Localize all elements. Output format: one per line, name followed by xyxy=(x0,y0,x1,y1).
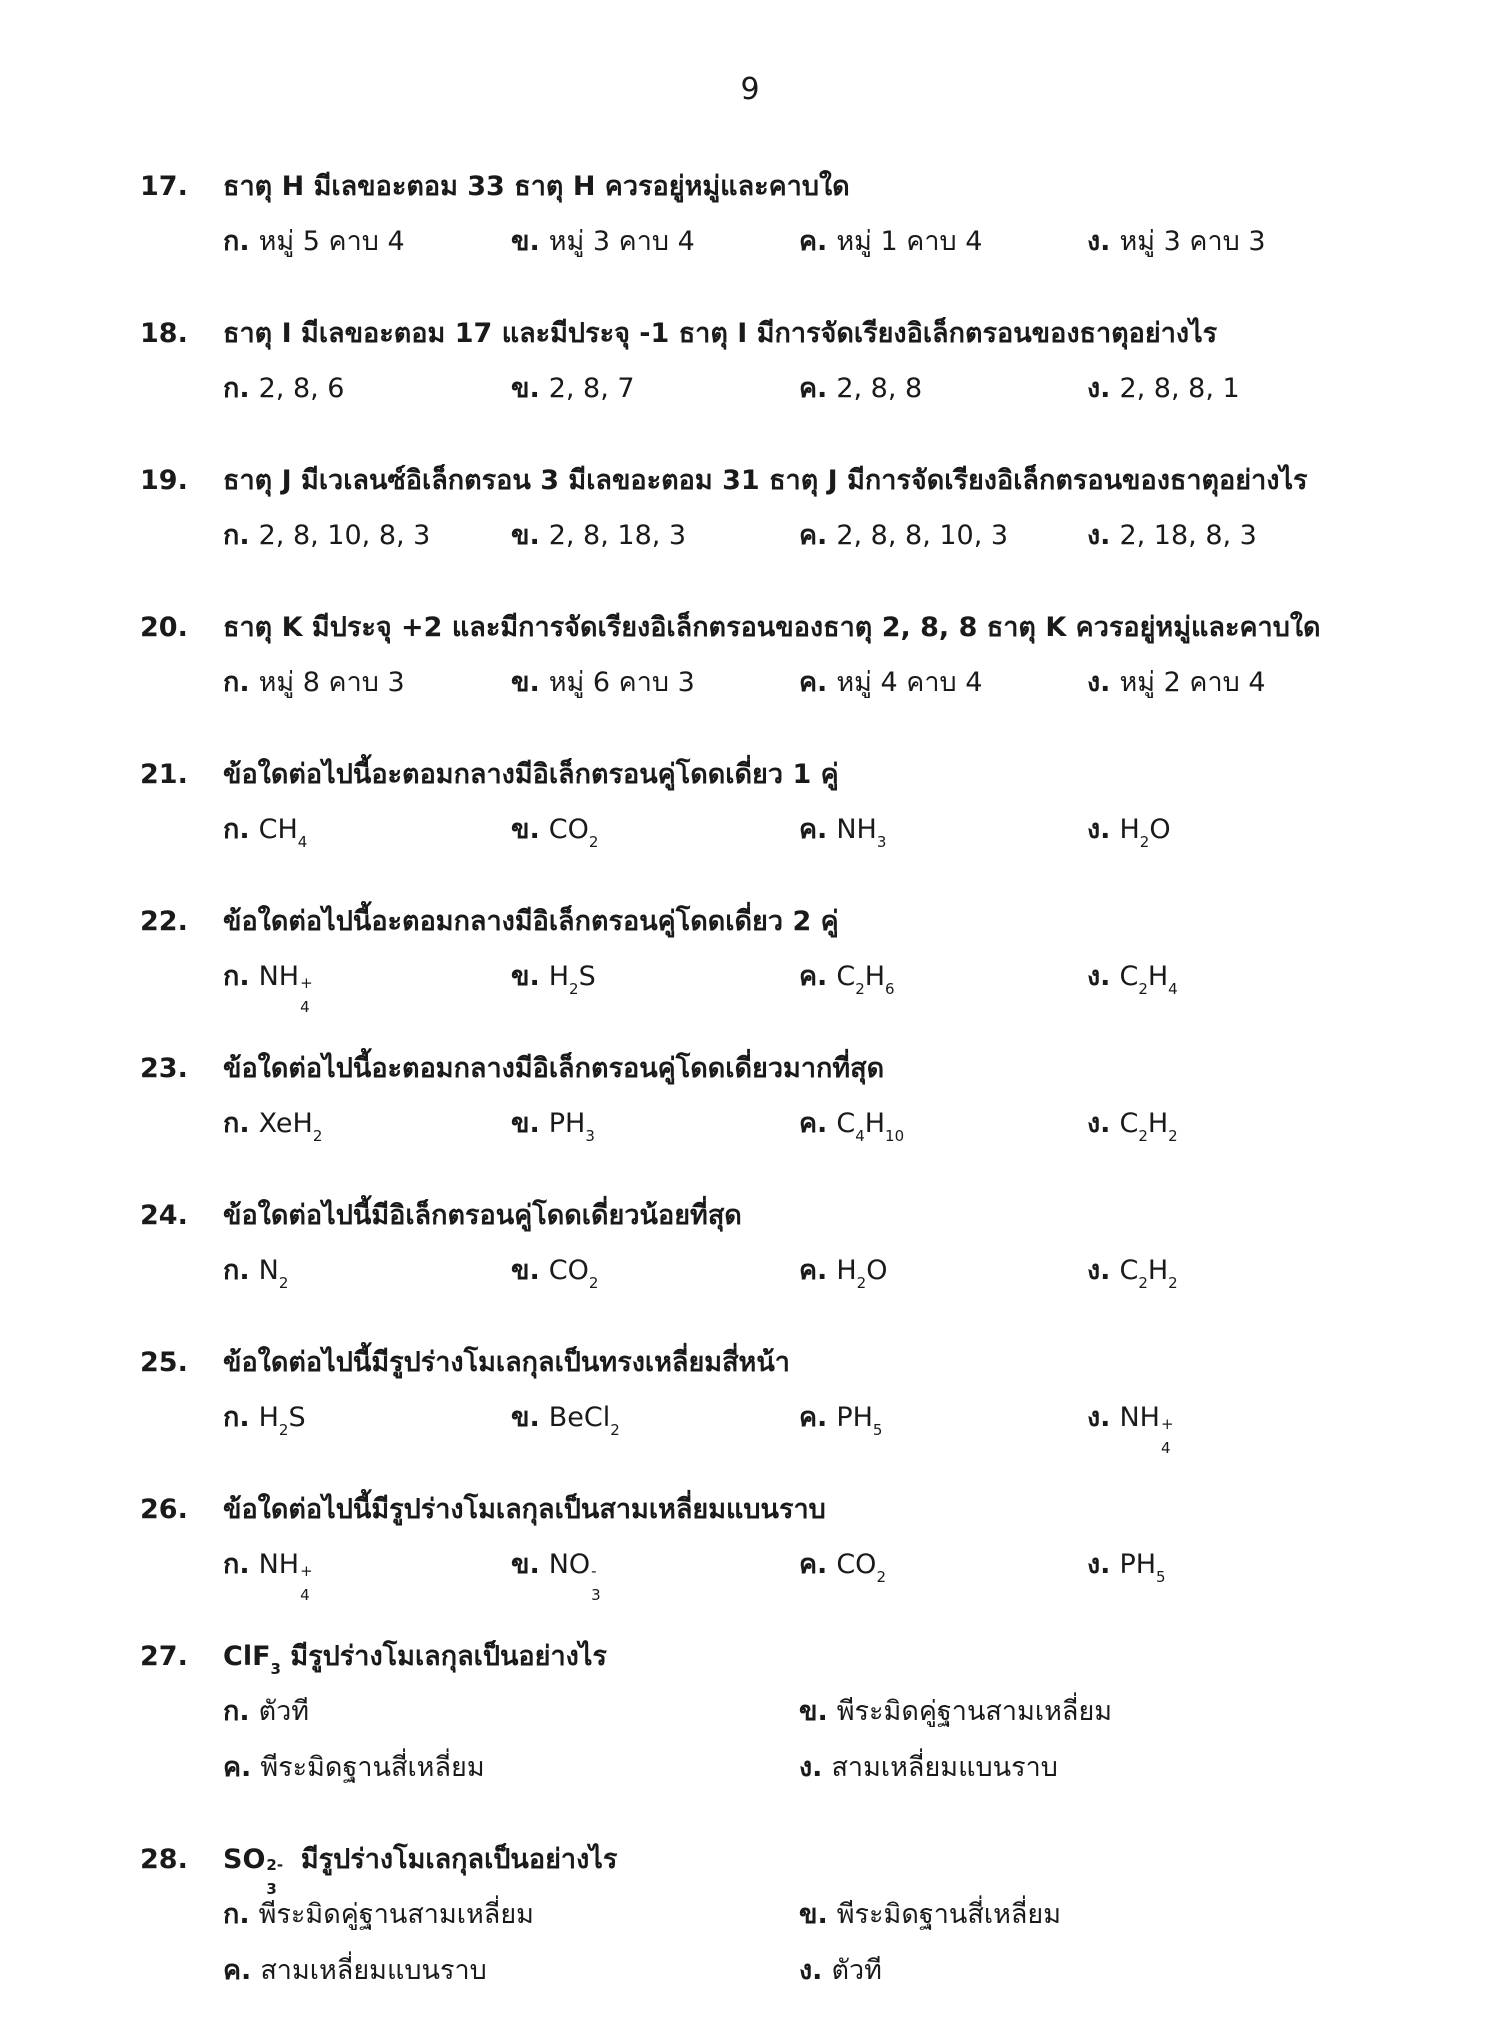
formula-subscript: 2 xyxy=(278,1274,289,1292)
option-label: ข. xyxy=(511,1402,540,1433)
question-number: 26. xyxy=(140,1494,188,1525)
option-label: ข. xyxy=(511,373,540,404)
option-label: ข. xyxy=(511,814,540,845)
formula-subscript: 3 xyxy=(585,1127,595,1145)
formula-subscript: 2 xyxy=(856,1274,867,1292)
option-text: 2, 8, 8 xyxy=(836,373,923,404)
formula-base: CH xyxy=(258,814,298,845)
formula-rest: O xyxy=(866,1255,888,1286)
option-row xyxy=(223,214,1400,270)
question-number: 27. xyxy=(140,1641,188,1672)
option-label: ก. xyxy=(223,1402,250,1433)
question-21 xyxy=(140,748,1400,858)
option-label: ค. xyxy=(799,1255,828,1286)
formula-rest: H xyxy=(864,1108,886,1139)
option-label: ก. xyxy=(223,1549,250,1580)
option-b[interactable] xyxy=(511,802,799,858)
option-label: ข. xyxy=(511,1255,540,1286)
formula-rest: H xyxy=(864,961,886,992)
option-label: ข. xyxy=(511,961,540,992)
formula-base: PH xyxy=(548,1108,586,1139)
option-row xyxy=(223,1537,1400,1604)
option-text: หมู่ 4 คาบ 4 xyxy=(836,667,983,698)
option-label: ข. xyxy=(511,667,540,698)
formula-subscript: 2 xyxy=(1138,1274,1148,1292)
option-label: ง. xyxy=(1087,1255,1111,1286)
option-c[interactable] xyxy=(799,802,1087,858)
formula-base: PH xyxy=(836,1402,873,1433)
question-number: 20. xyxy=(140,612,188,643)
option-text: 2, 18, 8, 3 xyxy=(1119,520,1257,551)
formula-superscript: - xyxy=(591,1562,597,1580)
question-text: ธาตุ I มีเลขอะตอม 17 และมีประจุ -1 ธาตุ I มีการจัดเรียงอิเล็กตรอนของธาตุอย่างไร xyxy=(223,318,1218,349)
formula-base: CO xyxy=(836,1549,877,1580)
question-text-rest: มีรูปร่างโมเลกุลเป็นอย่างไร xyxy=(300,1844,618,1875)
formula-base: NH xyxy=(258,1549,300,1580)
formula-superscript: + xyxy=(300,974,313,992)
option-label: ก. xyxy=(223,1108,250,1139)
formula-subscript: 3 xyxy=(876,833,887,851)
option-d[interactable] xyxy=(1087,508,1375,564)
option-text: สามเหลี่ยมแบนราบ xyxy=(260,1955,487,1986)
option-c[interactable] xyxy=(799,508,1087,564)
option-label: ง. xyxy=(1087,1108,1111,1139)
option-a[interactable] xyxy=(223,1243,511,1299)
formula-subscript: 2 xyxy=(610,1421,620,1439)
option-label: ค. xyxy=(799,814,828,845)
option-label: ก. xyxy=(223,1255,250,1286)
option-text: 2, 8, 6 xyxy=(258,373,345,404)
formula-subscript: 2 xyxy=(1139,833,1150,851)
question-19 xyxy=(140,454,1400,564)
option-b[interactable] xyxy=(511,508,799,564)
option-a[interactable] xyxy=(223,1096,511,1152)
formula-superscript: + xyxy=(1160,1415,1174,1433)
option-label: ง. xyxy=(1087,667,1111,698)
formula-base: ClF xyxy=(223,1641,271,1672)
option-text: หมู่ 6 คาบ 3 xyxy=(548,667,695,698)
option-label: ง. xyxy=(1087,814,1111,845)
formula-rest: S xyxy=(578,961,596,992)
formula-rest: O xyxy=(1149,814,1171,845)
option-a[interactable] xyxy=(223,214,511,270)
question-number: 19. xyxy=(140,465,188,496)
option-label: ข. xyxy=(511,226,540,257)
formula-subscript: 4 xyxy=(300,998,310,1016)
option-label: ค. xyxy=(799,1108,828,1139)
option-row xyxy=(223,1740,1400,1796)
question-list xyxy=(140,160,1400,2036)
question-23 xyxy=(140,1042,1400,1152)
formula-base: C xyxy=(836,961,856,992)
formula-subscript: 4 xyxy=(855,1127,865,1145)
question-number: 17. xyxy=(140,171,188,202)
formula-base: H xyxy=(548,961,570,992)
option-label: ค. xyxy=(223,1752,252,1783)
option-c[interactable] xyxy=(799,1537,1087,1593)
option-label: ง. xyxy=(1087,373,1111,404)
question-number: 24. xyxy=(140,1200,188,1231)
option-row xyxy=(223,1243,1400,1299)
option-row xyxy=(223,508,1400,564)
question-text-rest: มีรูปร่างโมเลกุลเป็นอย่างไร xyxy=(290,1641,607,1672)
formula-base: N xyxy=(258,1255,279,1286)
option-d[interactable] xyxy=(1087,949,1375,1005)
option-d[interactable] xyxy=(1087,655,1375,711)
option-text: 2, 8, 8, 10, 3 xyxy=(836,520,1009,551)
formula-subscript: 3 xyxy=(266,1880,277,1898)
formula-subscript: 4 xyxy=(1160,1439,1171,1457)
formula-rest: S xyxy=(288,1402,306,1433)
option-row xyxy=(223,1887,1400,1943)
option-text: หมู่ 5 คาบ 4 xyxy=(258,226,405,257)
question-17 xyxy=(140,160,1400,270)
formula-base: NH xyxy=(258,961,300,992)
formula-base: NO xyxy=(548,1549,591,1580)
option-text: 2, 8, 8, 1 xyxy=(1119,373,1240,404)
option-d[interactable] xyxy=(1087,1096,1375,1152)
question-text xyxy=(223,1630,1400,1684)
option-a[interactable] xyxy=(223,655,511,711)
option-d[interactable] xyxy=(1087,1537,1375,1593)
formula-base: C xyxy=(1119,1255,1139,1286)
option-text: 2, 8, 7 xyxy=(548,373,635,404)
question-26 xyxy=(140,1483,1400,1604)
option-row xyxy=(223,802,1400,858)
formula-subscript-2: 10 xyxy=(885,1127,905,1145)
question-text: ข้อใดต่อไปนี้อะตอมกลางมีอิเล็กตรอนคู่โดดเดี่ยว 2 คู่ xyxy=(223,906,839,937)
formula-subscript: 3 xyxy=(591,1586,601,1604)
formula-subscript-2: 2 xyxy=(1168,1127,1178,1145)
option-a[interactable] xyxy=(223,1537,511,1604)
option-c[interactable] xyxy=(799,1243,1087,1299)
question-number: 25. xyxy=(140,1347,188,1378)
option-text: 2, 8, 18, 3 xyxy=(548,520,687,551)
option-label: ค. xyxy=(799,1402,828,1433)
formula-subscript: 2 xyxy=(855,980,865,998)
formula-subscript: 4 xyxy=(300,1586,310,1604)
question-20 xyxy=(140,601,1400,711)
question-number: 18. xyxy=(140,318,188,349)
question-text xyxy=(223,1833,1400,1898)
option-text: ตัวที xyxy=(258,1696,310,1727)
page-number: 9 xyxy=(740,72,760,107)
option-c[interactable] xyxy=(799,214,1087,270)
formula-base: CO xyxy=(548,1255,589,1286)
formula-subscript: 3 xyxy=(270,1660,281,1678)
option-d[interactable] xyxy=(799,1740,1375,1796)
question-24 xyxy=(140,1189,1400,1299)
option-label: ค. xyxy=(799,1549,828,1580)
option-label: ค. xyxy=(799,520,828,551)
formula-superscript: + xyxy=(300,1562,313,1580)
option-c[interactable] xyxy=(223,1740,799,1796)
question-number: 28. xyxy=(140,1844,188,1875)
question-28 xyxy=(140,1833,1400,1999)
formula-subscript-2: 6 xyxy=(885,980,895,998)
formula-base: SO xyxy=(223,1844,266,1875)
option-b[interactable] xyxy=(799,1684,1375,1740)
formula-subscript-2: 2 xyxy=(1168,1274,1178,1292)
formula-subscript: 4 xyxy=(297,833,308,851)
option-text: พีระมิดฐานสี่เหลี่ยม xyxy=(260,1752,485,1783)
option-label: ก. xyxy=(223,226,250,257)
formula-base: CO xyxy=(548,814,589,845)
option-d[interactable] xyxy=(1087,1243,1375,1299)
option-row xyxy=(223,1684,1400,1740)
formula-subscript: 2 xyxy=(588,1274,599,1292)
option-label: ง. xyxy=(799,1752,823,1783)
option-text: หมู่ 8 คาบ 3 xyxy=(258,667,405,698)
option-label: ข. xyxy=(799,1899,828,1930)
option-row xyxy=(223,1390,1400,1457)
question-number: 23. xyxy=(140,1053,188,1084)
option-b[interactable] xyxy=(511,1096,799,1152)
formula-subscript: 2 xyxy=(312,1127,323,1145)
option-label: ก. xyxy=(223,961,250,992)
option-text: พีระมิดคู่ฐานสามเหลี่ยม xyxy=(836,1696,1113,1727)
option-label: ก. xyxy=(223,667,250,698)
option-b[interactable] xyxy=(511,949,799,1005)
formula-base: C xyxy=(1119,1108,1139,1139)
option-c[interactable] xyxy=(799,949,1087,1005)
formula-base: NH xyxy=(1119,1402,1160,1433)
formula-subscript: 2 xyxy=(876,1568,886,1586)
option-b[interactable] xyxy=(511,655,799,711)
formula-base: H xyxy=(258,1402,279,1433)
option-d[interactable] xyxy=(1087,1390,1375,1457)
option-d[interactable] xyxy=(1087,802,1375,858)
option-text: สามเหลี่ยมแบนราบ xyxy=(831,1752,1058,1783)
option-label: ก. xyxy=(223,1899,250,1930)
option-label: ก. xyxy=(223,520,250,551)
question-text: ข้อใดต่อไปนี้อะตอมกลางมีอิเล็กตรอนคู่โดดเดี่ยว 1 คู่ xyxy=(223,759,839,790)
option-label: ค. xyxy=(799,961,828,992)
formula-base: XeH xyxy=(258,1108,313,1139)
formula-rest: H xyxy=(1147,961,1169,992)
option-d[interactable] xyxy=(1087,361,1375,417)
option-text: หมู่ 3 คาบ 3 xyxy=(1119,226,1266,257)
formula-base: H xyxy=(1119,814,1140,845)
formula-rest: H xyxy=(1147,1108,1169,1139)
question-text: ธาตุ J มีเวเลนซ์อิเล็กตรอน 3 มีเลขอะตอม 31 ธาตุ J มีการจัดเรียงอิเล็กตรอนของธาตุอย่างไร xyxy=(223,465,1308,496)
option-a[interactable] xyxy=(223,1887,799,1943)
option-label: ง. xyxy=(799,1955,823,1986)
option-a[interactable] xyxy=(223,1390,511,1446)
option-c[interactable] xyxy=(799,361,1087,417)
option-text: ตัวที xyxy=(831,1955,882,1986)
option-label: ก. xyxy=(223,373,250,404)
option-a[interactable] xyxy=(223,508,511,564)
option-label: ง. xyxy=(1087,226,1111,257)
option-label: ค. xyxy=(799,667,828,698)
option-b[interactable] xyxy=(511,1390,799,1446)
option-b[interactable] xyxy=(511,1243,799,1299)
option-row xyxy=(223,949,1400,1016)
option-c[interactable] xyxy=(799,1390,1087,1446)
option-d[interactable] xyxy=(1087,214,1375,270)
option-label: ข. xyxy=(799,1696,828,1727)
option-label: ค. xyxy=(223,1955,252,1986)
formula-subscript: 2 xyxy=(588,833,599,851)
option-b[interactable] xyxy=(799,1887,1375,1943)
option-c[interactable] xyxy=(223,1943,799,1999)
option-row xyxy=(223,1943,1400,1999)
option-c[interactable] xyxy=(799,1096,1087,1152)
formula-subscript: 5 xyxy=(1156,1568,1166,1586)
question-number: 22. xyxy=(140,906,188,937)
option-b[interactable] xyxy=(511,361,799,417)
option-label: ง. xyxy=(1087,520,1111,551)
option-a[interactable] xyxy=(223,1684,799,1740)
formula-subscript-2: 4 xyxy=(1168,980,1178,998)
option-label: ง. xyxy=(1087,1402,1111,1433)
option-label: ก. xyxy=(223,1696,250,1727)
question-text: ธาตุ K มีประจุ +2 และมีการจัดเรียงอิเล็กตรอนของธาตุ 2, 8, 8 ธาตุ K ควรอยู่หมู่และคาบใด xyxy=(223,612,1321,643)
option-label: ง. xyxy=(1087,1549,1111,1580)
option-label: ก. xyxy=(223,814,250,845)
option-label: ค. xyxy=(799,373,828,404)
option-text: พีระมิดฐานสี่เหลี่ยม xyxy=(836,1899,1062,1930)
option-text: พีระมิดคู่ฐานสามเหลี่ยม xyxy=(258,1899,534,1930)
option-label: ข. xyxy=(511,1549,540,1580)
option-d[interactable] xyxy=(799,1943,1375,1999)
option-a[interactable] xyxy=(223,949,511,1016)
formula-subscript: 2 xyxy=(569,980,579,998)
option-text: 2, 8, 10, 8, 3 xyxy=(258,520,431,551)
option-a[interactable] xyxy=(223,361,511,417)
formula-superscript: 2- xyxy=(266,1856,284,1874)
formula-base: PH xyxy=(1119,1549,1157,1580)
option-label: ค. xyxy=(799,226,828,257)
question-text: ธาตุ H มีเลขอะตอม 33 ธาตุ H ควรอยู่หมู่และคาบใด xyxy=(223,171,850,202)
option-label: ง. xyxy=(1087,961,1111,992)
formula-base: BeCl xyxy=(548,1402,611,1433)
question-18 xyxy=(140,307,1400,417)
formula-base: C xyxy=(836,1108,856,1139)
question-number: 21. xyxy=(140,759,188,790)
option-row xyxy=(223,1096,1400,1152)
question-text: ข้อใดต่อไปนี้มีรูปร่างโมเลกุลเป็นทรงเหลี่ยมสี่หน้า xyxy=(223,1347,790,1378)
option-text: หมู่ 2 คาบ 4 xyxy=(1119,667,1266,698)
question-text: ข้อใดต่อไปนี้อะตอมกลางมีอิเล็กตรอนคู่โดดเดี่ยวมากที่สุด xyxy=(223,1053,885,1084)
formula-subscript: 2 xyxy=(278,1421,289,1439)
formula-subscript: 2 xyxy=(1138,1127,1148,1145)
formula-base: H xyxy=(836,1255,857,1286)
question-25 xyxy=(140,1336,1400,1457)
question-text: ข้อใดต่อไปนี้มีรูปร่างโมเลกุลเป็นสามเหลี่ยมแบนราบ xyxy=(223,1494,826,1525)
option-b[interactable] xyxy=(511,214,799,270)
option-text: หมู่ 3 คาบ 4 xyxy=(548,226,695,257)
option-a[interactable] xyxy=(223,802,511,858)
formula-subscript: 2 xyxy=(1138,980,1148,998)
option-text: หมู่ 1 คาบ 4 xyxy=(836,226,983,257)
option-row xyxy=(223,361,1400,417)
option-row xyxy=(223,655,1400,711)
question-27 xyxy=(140,1630,1400,1796)
question-22 xyxy=(140,895,1400,1016)
formula-rest: H xyxy=(1147,1255,1169,1286)
formula-base: C xyxy=(1119,961,1139,992)
formula-subscript: 5 xyxy=(872,1421,883,1439)
question-text: ข้อใดต่อไปนี้มีอิเล็กตรอนคู่โดดเดี่ยวน้อยที่สุด xyxy=(223,1200,742,1231)
formula-base: NH xyxy=(836,814,877,845)
option-b[interactable] xyxy=(511,1537,799,1604)
option-label: ข. xyxy=(511,520,540,551)
option-label: ข. xyxy=(511,1108,540,1139)
option-c[interactable] xyxy=(799,655,1087,711)
